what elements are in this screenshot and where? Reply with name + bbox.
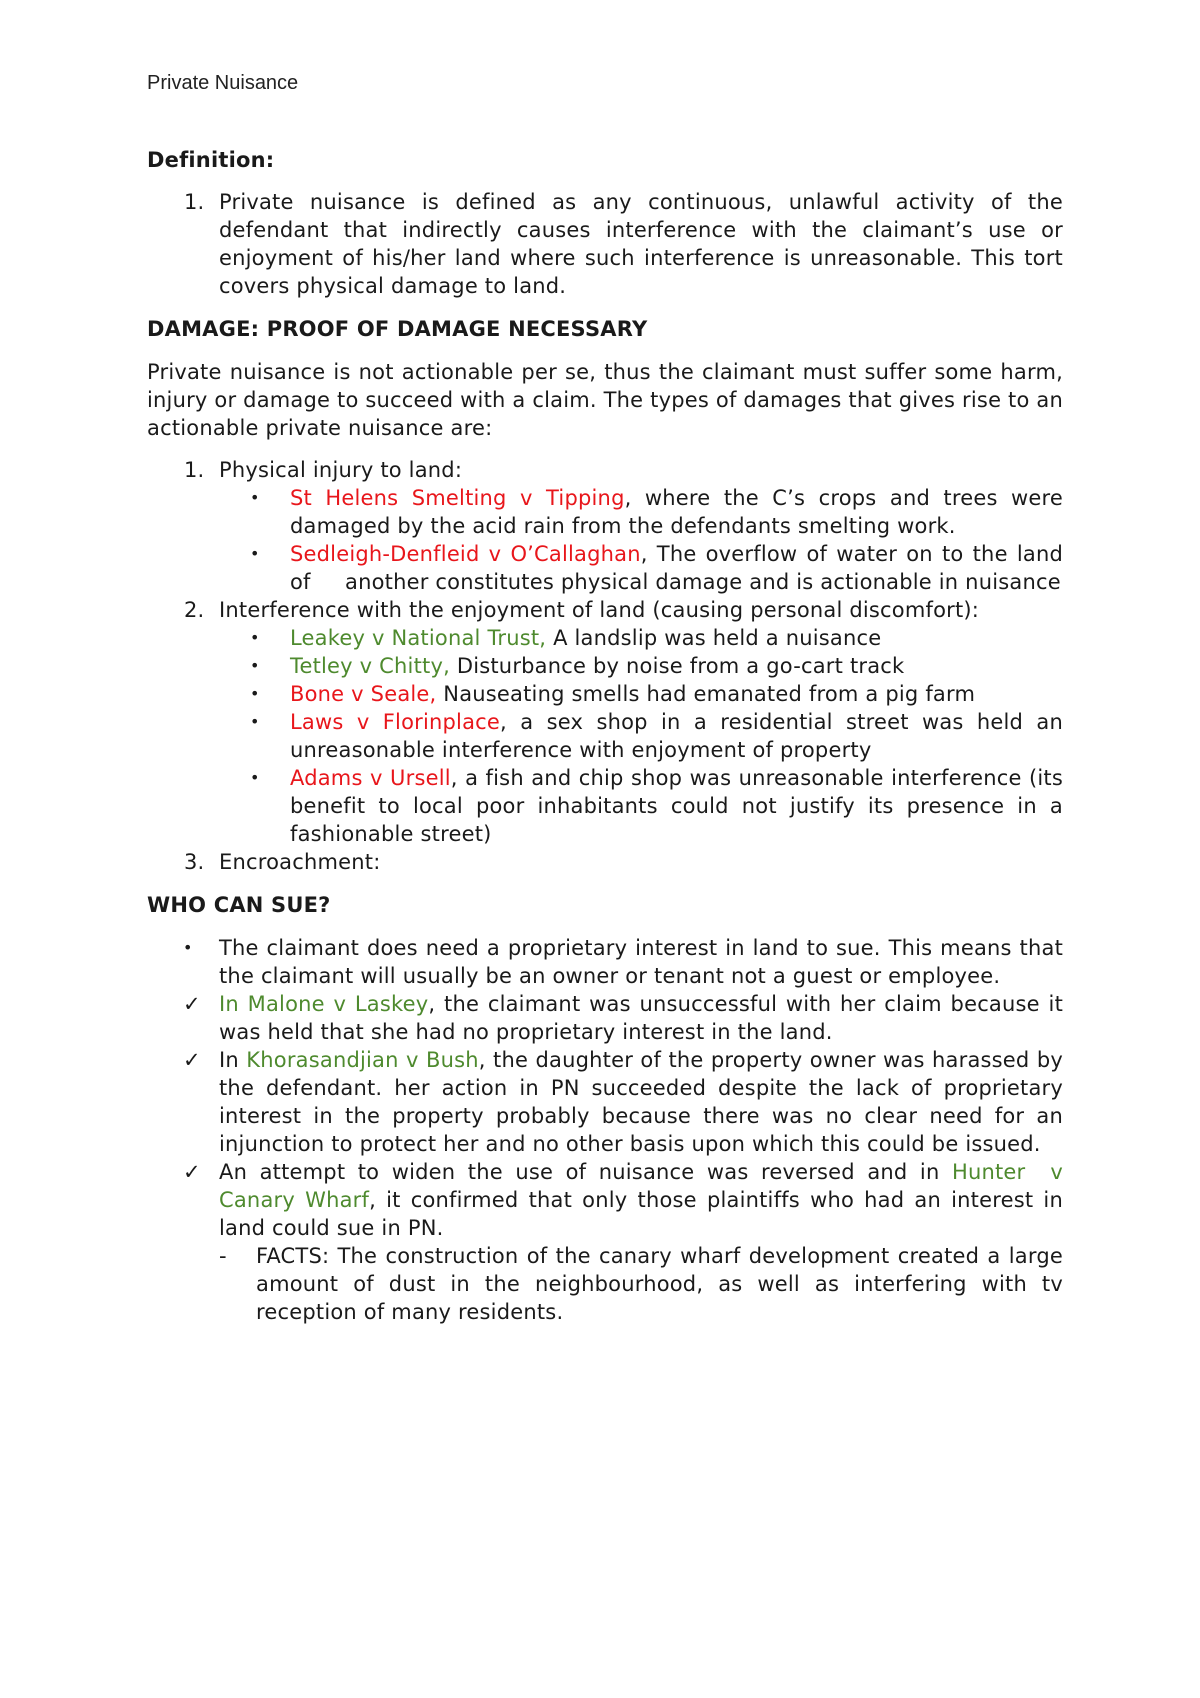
definition-list xyxy=(147,188,1063,300)
case-name: Hunter v Canary Wharf xyxy=(219,1160,1070,1212)
list-item xyxy=(147,596,1063,848)
case-name: Leakey v National Trust, xyxy=(290,626,547,650)
list-number: 1. xyxy=(184,190,205,214)
case-description: Disturbance by noise from a go-cart track xyxy=(449,654,905,678)
case-name: Laws v Florinplace xyxy=(290,710,501,734)
case-item xyxy=(147,540,1070,596)
case-name: In Malone v Laskey xyxy=(219,992,429,1016)
damage-heading: DAMAGE: PROOF OF DAMAGE NECESSARY xyxy=(147,317,648,341)
checkmark-icon: ✓ xyxy=(183,1048,201,1072)
list-item xyxy=(147,934,1063,990)
who-can-sue-list xyxy=(147,934,1070,1326)
facts-list xyxy=(219,1242,1063,1326)
bullet-icon: • xyxy=(250,768,260,787)
bullet-icon: • xyxy=(250,488,260,507)
list-number: 1. xyxy=(184,458,205,482)
dash-icon: - xyxy=(219,1244,227,1268)
list-item xyxy=(147,848,1063,876)
case-name: Tetley v Chitty, xyxy=(290,654,450,678)
case-name: Khorasandjian v Bush xyxy=(246,1048,479,1072)
bullet-icon: • xyxy=(250,544,260,563)
case-name: Sedleigh-Denfleid v O’Callaghan xyxy=(290,542,641,566)
list-item-text: The claimant does need a proprietary interest in land to sue. This means that the claimant will usually be an owner or tenant not a guest or employee. xyxy=(219,936,1063,988)
case-description: Nauseating smells had emanated from a pig farm xyxy=(436,682,976,706)
bullet-icon: • xyxy=(250,628,260,647)
case-prefix: In xyxy=(219,1048,247,1072)
checkmark-icon: ✓ xyxy=(183,992,201,1016)
list-item xyxy=(147,1242,1063,1326)
case-item xyxy=(147,708,1063,764)
case-description: , the claimant was unsuccessful with her claim because it was held that she had no proprietary interest in the land. xyxy=(219,992,1063,1044)
damage-types-list xyxy=(147,456,1070,876)
facts-text: FACTS: The construction of the canary wharf development created a large amount of dust in the neighbourhood, as well as interfering with tv reception of many residents. xyxy=(256,1244,1063,1324)
list-item xyxy=(147,456,1070,596)
list-number: 2. xyxy=(184,598,205,622)
list-number: 3. xyxy=(184,850,205,874)
case-description: , the daughter of the property owner was harassed by the defendant. her action in PN succeeded despite the lack of proprietary interest in the property probably because there was no clear need for an injunction to protect her and no other basis upon which this could be issued. xyxy=(219,1048,1063,1156)
case-name: St Helens Smelting v Tipping xyxy=(290,486,625,510)
case-name: Adams v Ursell xyxy=(290,766,451,790)
list-item-text: Physical injury to land: xyxy=(219,458,463,482)
document-body xyxy=(147,146,1070,1326)
who-can-sue-heading: WHO CAN SUE? xyxy=(147,893,331,917)
list-item xyxy=(147,990,1063,1046)
case-item xyxy=(147,764,1063,848)
bullet-icon: • xyxy=(250,712,260,731)
case-prefix: An attempt to widen the use of nuisance was reversed and in xyxy=(219,1160,952,1184)
checkmark-icon: ✓ xyxy=(183,1160,201,1184)
case-item xyxy=(147,484,1063,540)
bullet-icon: • xyxy=(183,938,193,957)
case-description: , a fish and chip shop was unreasonable interference (its benefit to local poor inhabitants could not justify its presence in a fashionable street) xyxy=(290,766,1063,846)
case-description: A landslip was held a nuisance xyxy=(546,626,882,650)
case-list xyxy=(219,484,1070,596)
case-item xyxy=(147,652,1063,680)
list-item xyxy=(147,1158,1070,1326)
case-description: , a sex shop in a residential street was held an unreasonable interference with enjoyment of property xyxy=(290,710,1063,762)
damage-intro: Private nuisance is not actionable per se, thus the claimant must suffer some harm, injury or damage to succeed with a claim. The types of damages that gives rise to an actionable private nuisance are: xyxy=(147,360,1063,440)
list-item-text: Encroachment: xyxy=(219,850,381,874)
case-item xyxy=(147,680,1063,708)
case-description: , where the C’s crops and trees were damaged by the acid rain from the defendants smelting work. xyxy=(290,486,1063,538)
list-item xyxy=(147,188,1063,300)
definition-heading: Definition: xyxy=(147,148,275,172)
bullet-icon: • xyxy=(250,656,260,675)
case-name: Bone v Seale, xyxy=(290,682,437,706)
definition-text: Private nuisance is defined as any continuous, unlawful activity of the defendant that indirectly causes interference with the claimant’s use or enjoyment of his/her land where such interference is unreasonable. This tort covers physical damage to land. xyxy=(219,190,1063,298)
case-list xyxy=(219,624,1063,848)
case-item xyxy=(147,624,1063,652)
case-description: , The overflow of water on to the land of another constitutes physical damage and is actionable in nuisance xyxy=(290,542,1070,594)
case-description: , it confirmed that only those plaintiffs who had an interest in land could sue in PN. xyxy=(219,1188,1063,1240)
list-item-text: Interference with the enjoyment of land (causing personal discomfort): xyxy=(219,598,980,622)
list-item xyxy=(147,1046,1063,1158)
document-header-title: Private Nuisance xyxy=(147,72,299,94)
bullet-icon: • xyxy=(250,684,260,703)
